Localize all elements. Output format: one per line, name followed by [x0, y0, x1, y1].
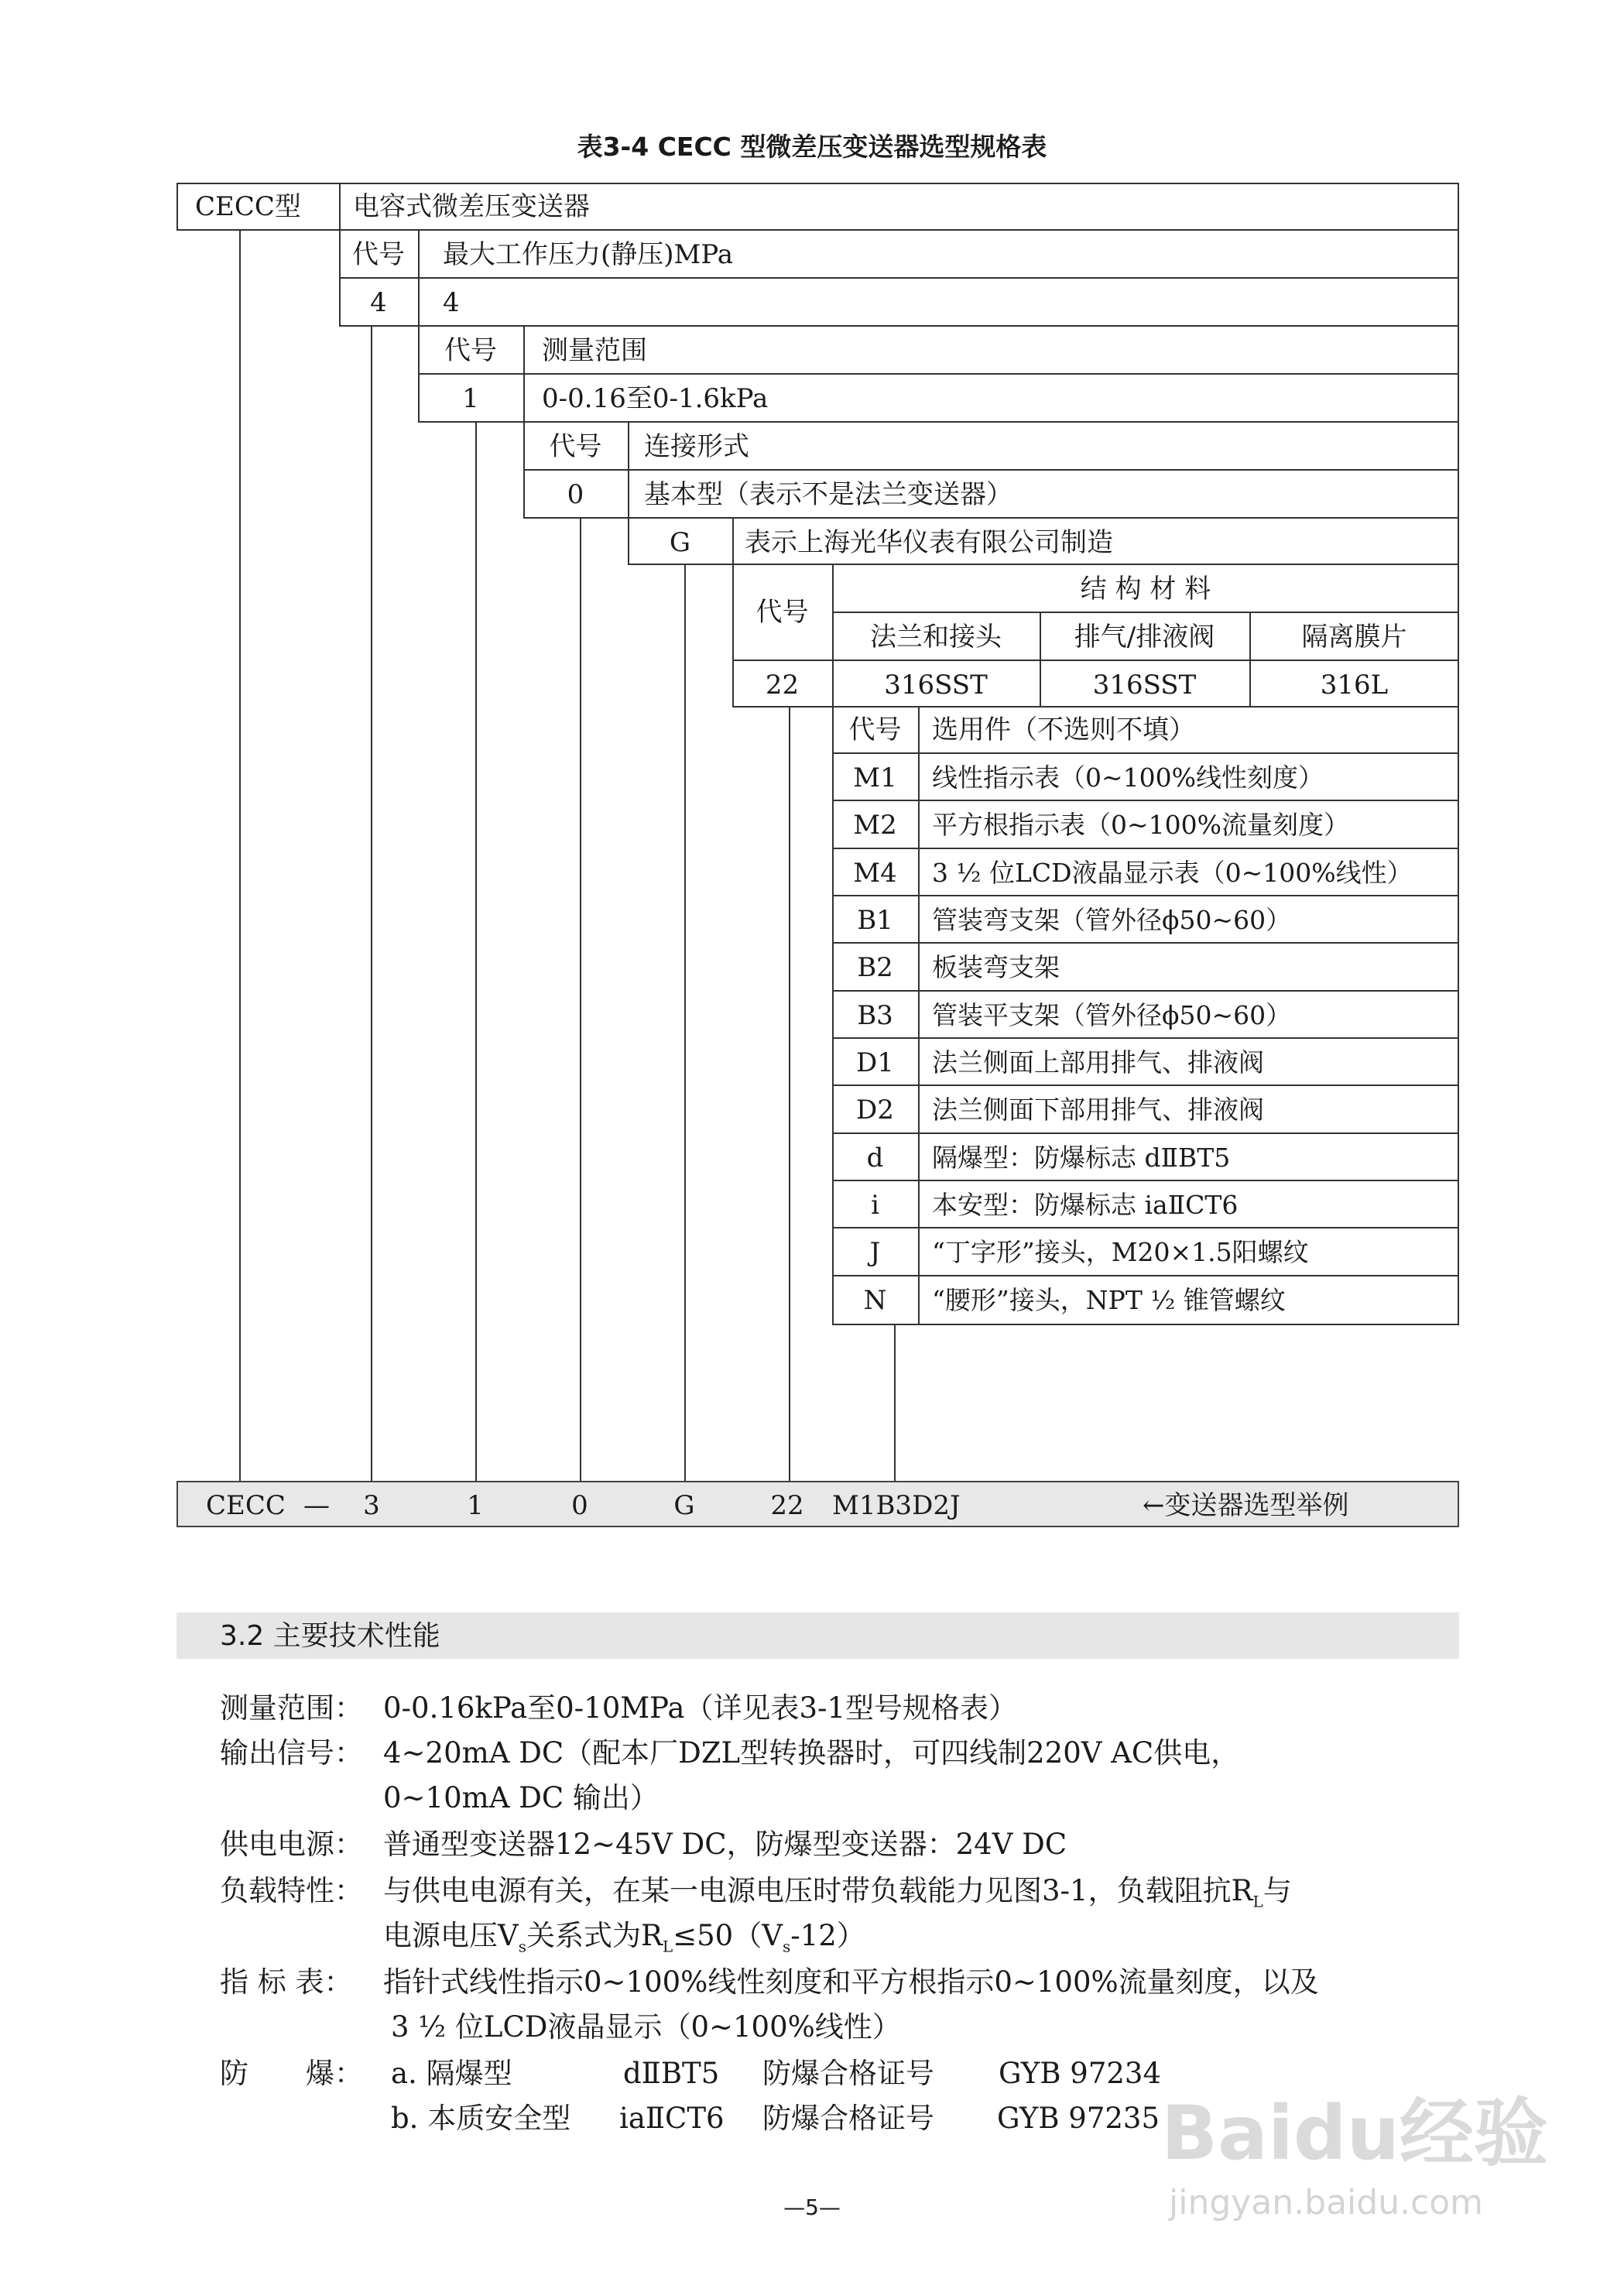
options-divider — [832, 990, 1459, 992]
option-desc: “丁字形”接头，M20×1.5阳螺纹 — [932, 1237, 1309, 1267]
example-pressure: 3 — [363, 1490, 380, 1521]
subscript-l: L — [662, 1937, 673, 1956]
materials-val-diaphragm: 316L — [1320, 670, 1389, 701]
option-code: B2 — [857, 952, 893, 983]
spec-load2-c: ≤50（V — [673, 1919, 783, 1952]
options-divider — [832, 800, 1459, 801]
spec-ex-a-name: a. 隔爆型 — [391, 2057, 512, 2090]
example-dash: — — [303, 1490, 330, 1521]
watermark-brand: Baidu经验 — [1161, 2090, 1548, 2177]
spec-ex-b-no: GYB 97235 — [997, 2102, 1160, 2135]
options-divider — [832, 1180, 1459, 1181]
connection-code-header: 代号 — [549, 431, 602, 462]
range-code: 1 — [462, 383, 479, 414]
spec-load2-b: 关系式为R — [526, 1919, 663, 1952]
divider — [418, 229, 420, 327]
materials-col-flange: 法兰和接头 — [870, 622, 1002, 653]
option-code: M1 — [853, 762, 897, 793]
connection-header: 连接形式 — [644, 431, 749, 462]
maker-code: G — [669, 527, 691, 558]
option-code: M4 — [853, 858, 897, 889]
subscript-s: s — [782, 1937, 791, 1956]
spec-load2-a: 电源电压V — [383, 1919, 519, 1952]
spec-indicator-value: 指针式线性指示0~100%线性刻度和平方根指示0~100%流量刻度，以及 — [383, 1965, 1319, 1999]
range-value: 0-0.16至0-1.6kPa — [542, 383, 769, 414]
materials-col-valve: 排气/排液阀 — [1074, 622, 1215, 653]
spec-ex-a-cert: 防爆合格证号 — [762, 2057, 934, 2090]
section-title: 3.2 主要技术性能 — [220, 1620, 440, 1652]
connector-line — [894, 1324, 896, 1481]
divider — [918, 706, 920, 1325]
connection-value: 基本型（表示不是法兰变送器） — [644, 479, 1012, 510]
spec-power-label: 供电电源： — [220, 1828, 363, 1861]
option-desc: 法兰侧面上部用排气、排液阀 — [932, 1047, 1264, 1078]
connector-line — [580, 517, 581, 1481]
spec-indicator-value-2: 3 ½ 位LCD液晶显示（0~100%线性） — [391, 2010, 901, 2044]
connector-line — [371, 325, 372, 1481]
subscript-l: L — [1252, 1892, 1263, 1911]
option-code: D2 — [856, 1095, 894, 1126]
materials-val-valve: 316SST — [1092, 670, 1197, 701]
table-title: 表3-4 CECC 型微差压变送器选型规格表 — [577, 132, 1047, 162]
divider — [339, 277, 1459, 279]
option-code: B1 — [857, 905, 893, 936]
spec-load-text: 与供电电源有关，在某一电源电压时带负载能力见图3-1，负载阻抗R — [383, 1874, 1253, 1907]
materials-header: 结 构 材 料 — [1080, 574, 1211, 605]
spec-explosion-label: 防 爆： — [220, 2057, 363, 2090]
spec-load2-d: -12） — [790, 1919, 865, 1952]
options-divider — [832, 848, 1459, 849]
option-desc: 管装平支架（管外径ϕ50~60） — [932, 1000, 1292, 1030]
options-divider — [832, 1227, 1459, 1228]
divider — [832, 612, 1459, 613]
divider — [418, 373, 1459, 375]
range-code-header: 代号 — [444, 335, 497, 366]
example-note: ←变送器选型举例 — [1143, 1490, 1349, 1521]
connector-line — [475, 421, 477, 1481]
divider — [523, 325, 525, 423]
spec-output-value-2: 0~10mA DC 输出） — [383, 1781, 659, 1814]
example-options: M1B3D2J — [832, 1490, 961, 1521]
example-materials: 22 — [770, 1490, 804, 1521]
options-divider — [832, 1132, 1459, 1134]
connector-line — [684, 564, 686, 1481]
spec-ex-a-mark: dⅡBT5 — [623, 2057, 720, 2090]
option-code: M2 — [853, 810, 897, 841]
spec-ex-b-cert: 防爆合格证号 — [762, 2102, 934, 2135]
spec-indicator-label: 指 标 表： — [220, 1965, 353, 1999]
materials-code: 22 — [765, 670, 800, 701]
options-divider — [832, 1084, 1459, 1086]
page-number: —5— — [783, 2195, 841, 2220]
option-code: N — [863, 1285, 887, 1316]
spec-output-label: 输出信号： — [220, 1736, 363, 1770]
model-desc: 电容式微差压变送器 — [353, 191, 590, 222]
range-header: 测量范围 — [542, 335, 647, 366]
spec-range-value: 0-0.16kPa至0-10MPa（详见表3-1型号规格表） — [383, 1691, 1018, 1725]
maker-value: 表示上海光华仪表有限公司制造 — [745, 527, 1113, 558]
options-divider — [832, 942, 1459, 944]
connector-line — [789, 706, 790, 1481]
subscript-s: s — [518, 1937, 526, 1956]
option-desc: 板装弯支架 — [932, 952, 1060, 982]
spec-load-value — [383, 1876, 1292, 1909]
spec-load-value-2 — [383, 1921, 865, 1954]
spec-load-end: 与 — [1263, 1874, 1292, 1907]
example-connection: 0 — [571, 1490, 588, 1521]
example-range: 1 — [467, 1490, 484, 1521]
spec-ex-b-mark: iaⅡCT6 — [619, 2102, 725, 2135]
options-header: 选用件（不选则不填） — [932, 714, 1195, 745]
spec-range-label: 测量范围： — [220, 1691, 363, 1725]
spec-output-value: 4~20mA DC（配本厂DZL型转换器时，可四线制220V AC供电， — [383, 1736, 1240, 1770]
model-code: CECC型 — [195, 191, 301, 222]
pressure-value: 4 — [443, 287, 460, 318]
spec-ex-b-name: b. 本质安全型 — [391, 2102, 571, 2135]
option-desc: 本安型：防爆标志 iaⅡCT6 — [932, 1190, 1239, 1220]
options-divider — [832, 1037, 1459, 1039]
connector-line — [239, 229, 241, 1481]
option-code: i — [871, 1190, 879, 1221]
option-code: J — [869, 1237, 881, 1268]
divider — [732, 517, 734, 565]
options-divider — [832, 752, 1459, 754]
option-desc: 平方根指示表（0~100%流量刻度） — [932, 810, 1349, 840]
materials-code-header: 代号 — [755, 597, 809, 628]
options-divider — [832, 895, 1459, 896]
divider — [732, 660, 1459, 661]
option-desc: 隔爆型：防爆标志 dⅡBT5 — [932, 1143, 1231, 1173]
example-maker: G — [673, 1490, 695, 1521]
options-divider — [832, 1275, 1459, 1276]
connection-code: 0 — [567, 479, 584, 510]
option-desc: 线性指示表（0~100%线性刻度） — [932, 762, 1324, 793]
pressure-code-header: 代号 — [352, 239, 405, 270]
materials-col-diaphragm: 隔离膜片 — [1301, 622, 1407, 653]
option-desc: 法兰侧面下部用排气、排液阀 — [932, 1095, 1264, 1125]
materials-val-flange: 316SST — [884, 670, 988, 701]
divider — [339, 183, 341, 231]
option-code: D1 — [856, 1047, 894, 1078]
option-code: B3 — [857, 1000, 893, 1031]
pressure-header: 最大工作压力(静压)MPa — [443, 239, 733, 270]
divider — [523, 469, 1459, 471]
spec-ex-a-no: GYB 97234 — [999, 2057, 1161, 2090]
watermark-url: jingyan.baidu.com — [1169, 2183, 1484, 2222]
option-code: d — [866, 1143, 884, 1174]
options-code-header: 代号 — [848, 714, 902, 745]
pressure-code: 4 — [370, 287, 387, 318]
spec-load-label: 负载特性： — [220, 1874, 363, 1907]
option-desc: 3 ½ 位LCD液晶显示表（0~100%线性） — [932, 858, 1413, 888]
option-desc: 管装弯支架（管外径ϕ50~60） — [932, 905, 1292, 935]
example-model: CECC — [206, 1490, 286, 1521]
divider — [628, 421, 629, 519]
option-desc: “腰形”接头，NPT ½ 锥管螺纹 — [932, 1285, 1286, 1315]
spec-power-value: 普通型变送器12~45V DC，防爆型变送器：24V DC — [383, 1828, 1067, 1861]
